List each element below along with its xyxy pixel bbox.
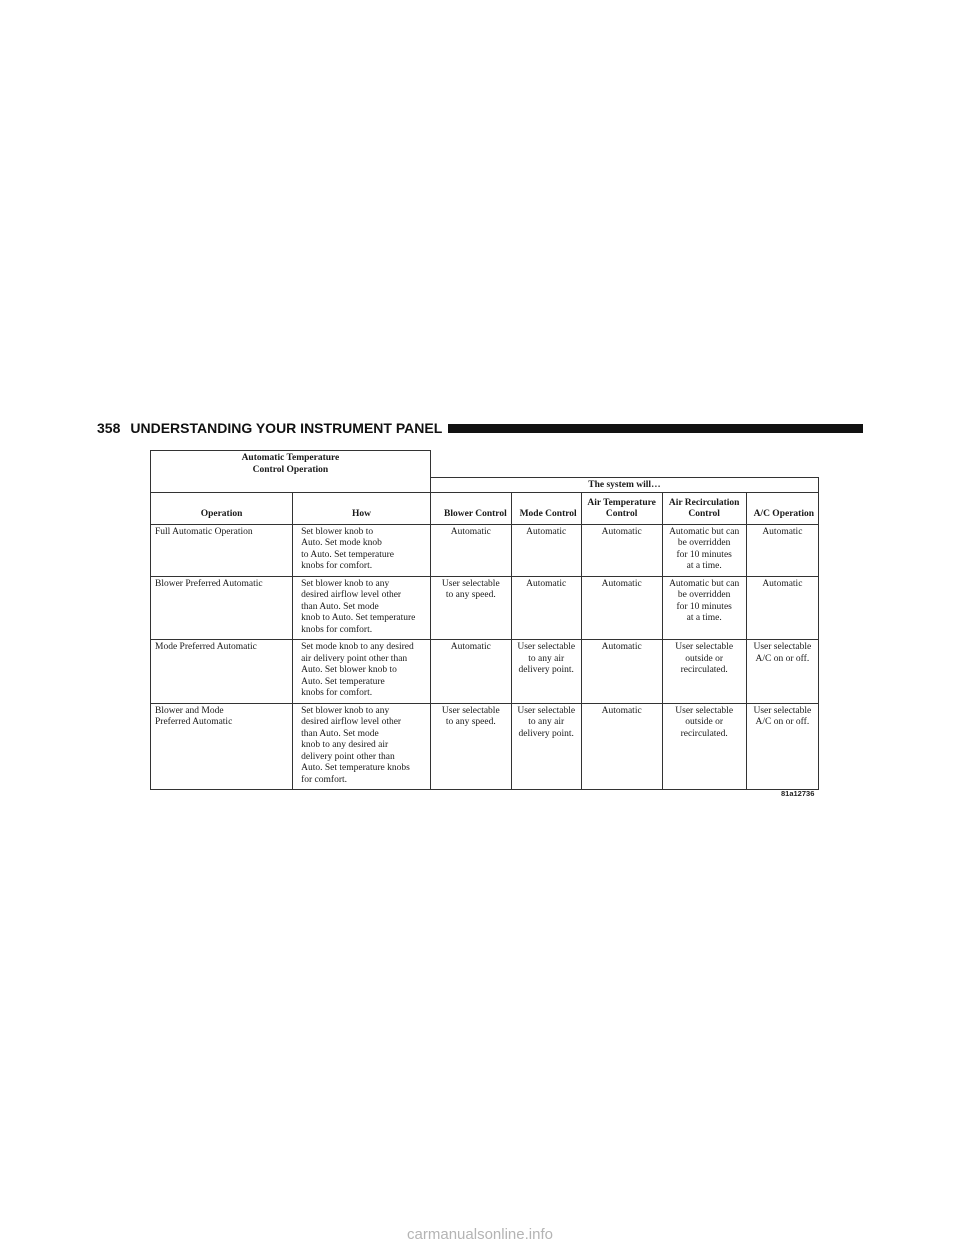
column-header: Operation [151,492,293,524]
table-row [151,576,819,640]
blower-cell: Automatic [430,524,511,576]
page-number: 358 [97,420,121,436]
operation-cell: Mode Preferred Automatic [151,640,293,704]
figure-id: 81a12736 [781,789,815,798]
operation-cell: Blower Preferred Automatic [151,576,293,640]
operation-cell: Blower and Mode Preferred Automatic [151,703,293,790]
how-cell: Set mode knob to any desired air delivery point other than Auto. Set blower knob to Auto. Set temperature knobs for comfort. [293,640,431,704]
operation-cell: Full Automatic Operation [151,524,293,576]
page-header [97,418,863,438]
table-row [151,640,819,704]
column-header: Blower Control [430,492,511,524]
mode-cell: User selectable to any air delivery point. [511,640,581,704]
air-temp-cell: Automatic [581,703,662,790]
mode-cell: Automatic [511,524,581,576]
section-title: UNDERSTANDING YOUR INSTRUMENT PANEL [130,420,443,436]
column-header: Mode Control [511,492,581,524]
table-row [151,703,819,790]
climate-control-table [150,450,819,790]
air-temp-cell: Automatic [581,576,662,640]
recirculation-cell: User selectable outside or recirculated. [662,640,746,704]
table-row [151,524,819,576]
mode-cell: Automatic [511,576,581,640]
how-cell: Set blower knob to Auto. Set mode knob to Auto. Set temperature knobs for comfort. [293,524,431,576]
column-header: Air Recirculation Control [662,492,746,524]
blower-cell: User selectable to any speed. [430,703,511,790]
ac-cell: Automatic [746,576,818,640]
recirculation-cell: User selectable outside or recirculated. [662,703,746,790]
header-rule [448,424,863,433]
ac-cell: User selectable A/C on or off. [746,703,818,790]
watermark: carmanualsonline.info [407,1226,553,1243]
blower-cell: User selectable to any speed. [430,576,511,640]
air-temp-cell: Automatic [581,524,662,576]
column-header: How [293,492,431,524]
how-cell: Set blower knob to any desired airflow level other than Auto. Set mode knob to Auto. Set temperature knobs for comfort. [293,576,431,640]
column-header: Air Temperature Control [581,492,662,524]
mode-cell: User selectable to any air delivery point. [511,703,581,790]
recirculation-cell: Automatic but can be overridden for 10 minutes at a time. [662,524,746,576]
recirculation-cell: Automatic but can be overridden for 10 minutes at a time. [662,576,746,640]
blower-cell: Automatic [430,640,511,704]
group-header: The system will… [430,477,818,492]
ac-cell: User selectable A/C on or off. [746,640,818,704]
column-header: A/C Operation [746,492,818,524]
ac-cell: Automatic [746,524,818,576]
table-title: Automatic Temperature Control Operation [151,451,431,478]
air-temp-cell: Automatic [581,640,662,704]
how-cell: Set blower knob to any desired airflow level other than Auto. Set mode knob to any desired air delivery point other than Auto. Set temperature knobs for comfort. [293,703,431,790]
